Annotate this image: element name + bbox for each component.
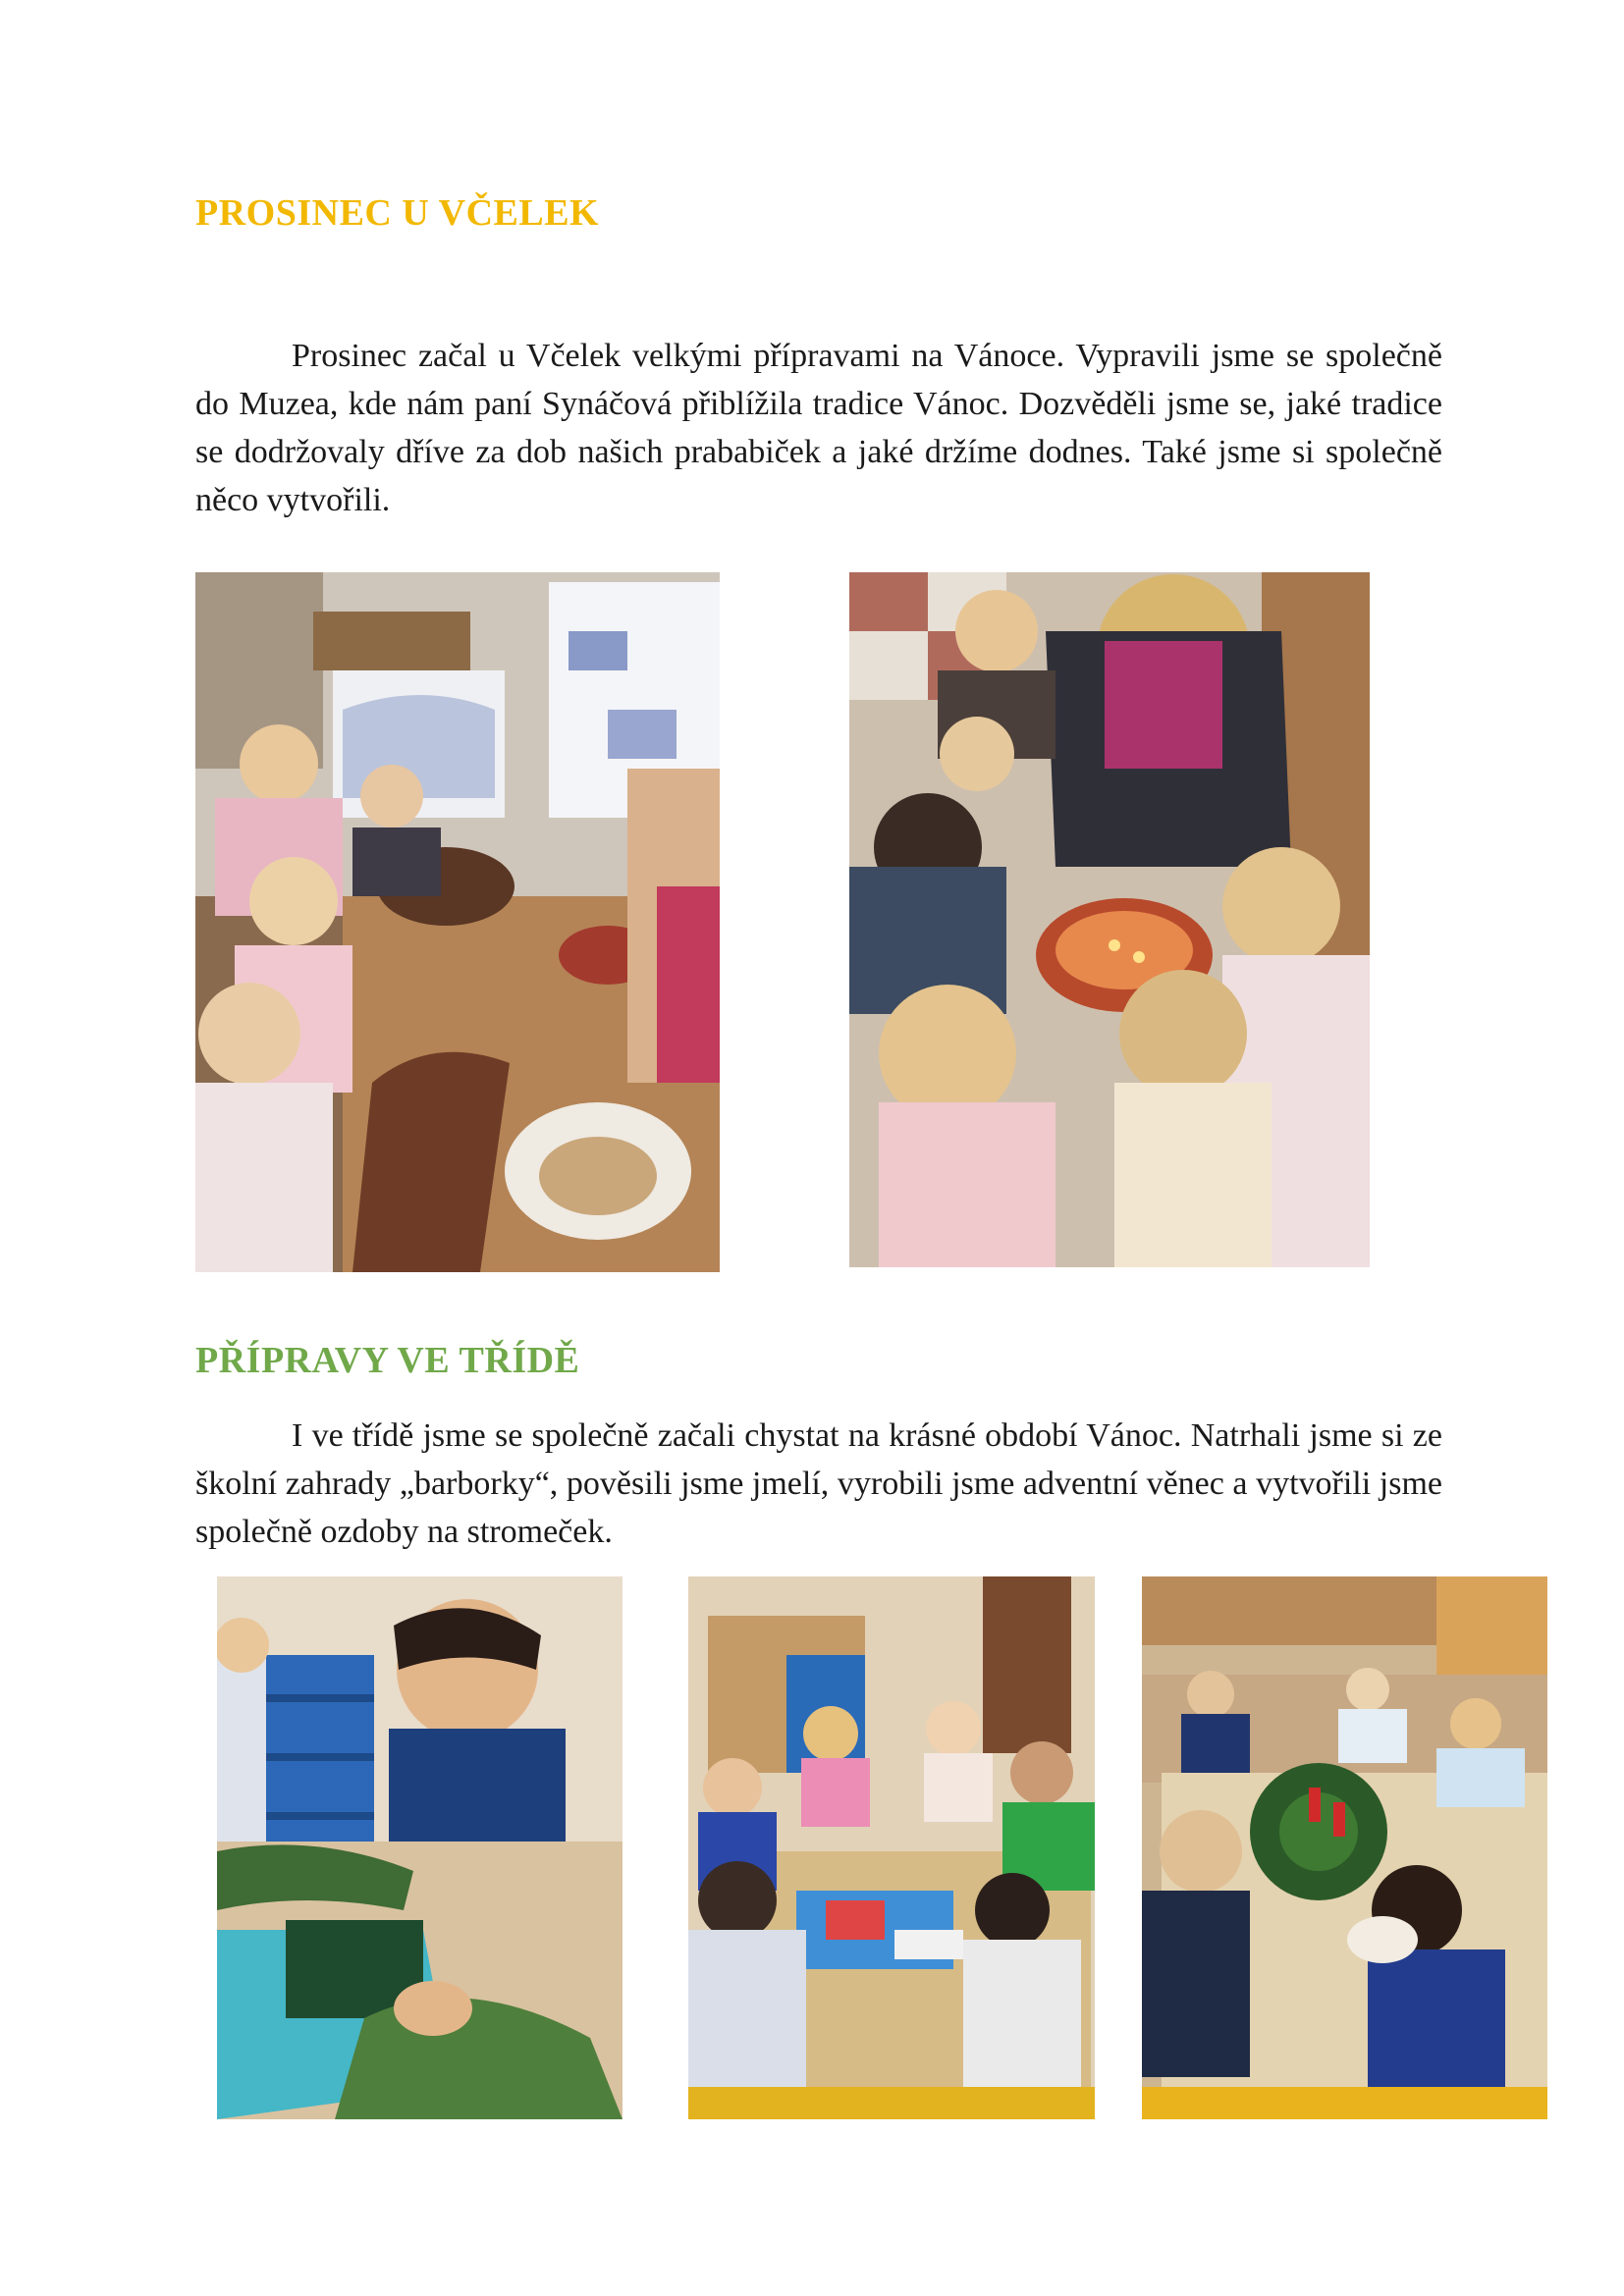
photo-children-floating-candles-icon [849, 572, 1370, 1267]
photo-advent-wreath-table [1142, 1576, 1547, 2119]
photo-boy-making-wreath-icon [217, 1576, 623, 2119]
section-paragraph-prosinec: Prosinec začal u Včelek velkými přípravami na Vánoce. Vypravili jsme se společně do Muzea, kde nám paní Synáčová přiblížila tradice Vánoc. Dozvěděli jsme se, jaké tradice se dodržovaly dříve za dob našich prababiček a jaké držíme dodnes. Také jsme si společně něco vytvořili. [195, 338, 1442, 518]
section-heading-pripravy: PŘÍPRAVY VE TŘÍDĚ [195, 1340, 580, 1381]
section-paragraph-pripravy: I ve třídě jsme se společně začali chystat na krásné období Vánoc. Natrhali jsme si ze školní zahrady „barborky“, pověsili jsme jmelí, vyrobili jsme adventní věnec a vytvořili jsme společně ozdoby na stromeček. [195, 1417, 1442, 1550]
section-heading-prosinec: PROSINEC U VČELEK [195, 192, 600, 234]
photo-children-advent-wreath-table-icon [1142, 1576, 1547, 2119]
photo-children-crafting-ornaments-icon [688, 1576, 1095, 2119]
photo-making-wreath [217, 1576, 623, 2119]
photo-crafting-ornaments [688, 1576, 1095, 2119]
photo-museum-table [195, 572, 720, 1272]
photo-floating-candles [849, 572, 1370, 1267]
photo-museum-christmas-table-icon [195, 572, 720, 1272]
